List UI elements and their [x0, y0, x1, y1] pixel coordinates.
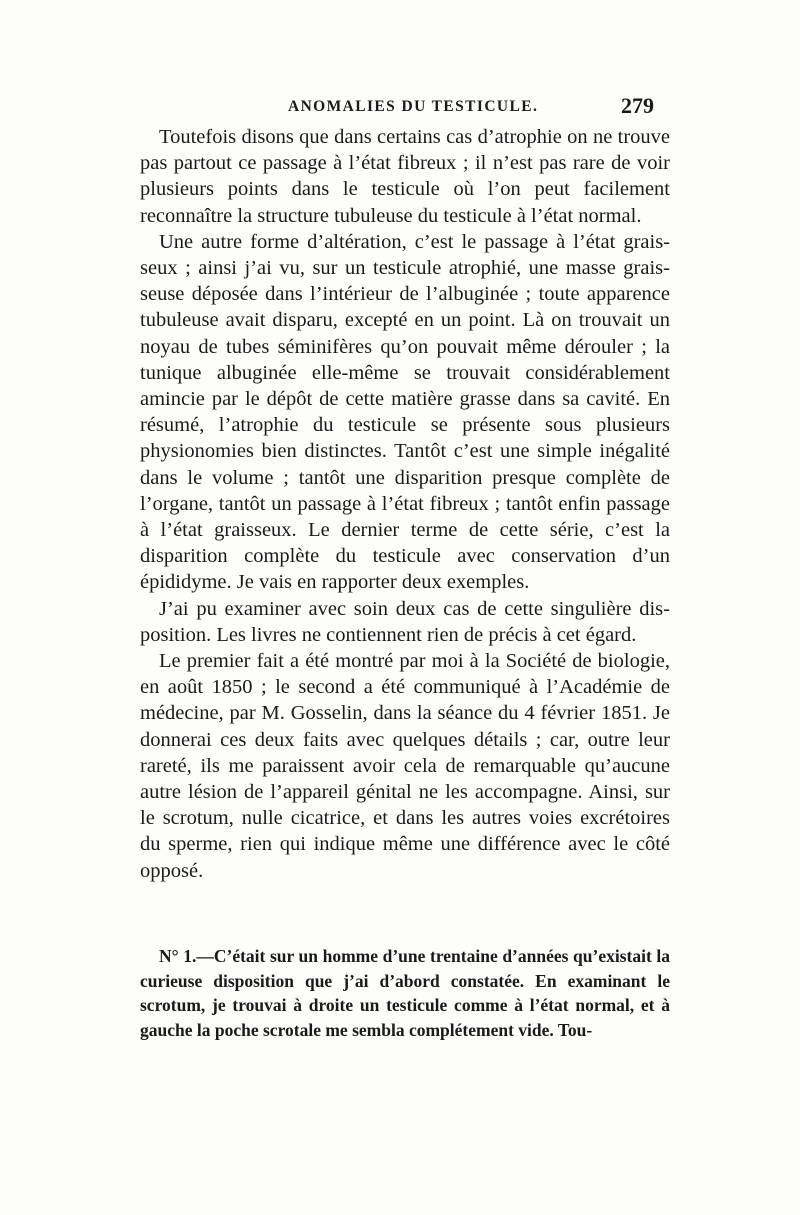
- paragraph: J’ai pu examiner avec soin deux cas de cette singulière disposition. Les livres ne contiennent rien de précis à cet égard.: [140, 597, 670, 646]
- paragraph: Le premier fait a été montré par moi à la Société de biologie, en août 1850 ; le second a été communiqué à l’Académie de médecine, par M. Gosselin, dans la séance du 4 février 1851. Je donnerai ces deux faits avec quelques détails ; car, outre leur rareté, ils me paraissent avoir cela de remarquable qu’aucune autre lésion de l’appareil génital ne les accompagne. Ainsi, sur le scrotum, nulle cicatrice, et dans les autres voies excrétoires du sperme, rien qui indique même une différence avec le côté opposé.: [140, 650, 670, 882]
- main-text: [140, 124, 670, 884]
- paragraph: Une autre forme d’altération, c’est le passage à l’état graisseux ; ainsi j’ai vu, sur un testicule atrophié, une masse graisseuse déposée dans l’intérieur de l’albuginée ; toute apparence tubuleuse avait disparu, excepté en un point. Là on trouvait un noyau de tubes séminifères qu’on pouvait même dérouler ; la tunique albuginée elle-même se trouvait considérablement amincie par le dépôt de cette matière grasse dans sa cavité. En résumé, l’atrophie du testicule se présente sous plusieurs physionomies bien distinctes. Tantôt c’est une simple inégalité dans le volume ; tantôt une disparition presque complète de l’organe, tantôt un passage à l’état fibreux ; tantôt enfin passage à l’état graisseux. Le dernier terme de cette série, c’est la disparition complète du testicule avec conservation d’un épididyme. Je vais en rapporter deux exemples.: [140, 230, 670, 594]
- case-note-text: —C’était sur un homme d’une trentaine d’années qu’existait la curieuse disposition que j’ai d’abord constatée. En examinant le scrotum, je trouvai à droite un testicule comme à l’état normal, et à gauche la poche scrotale me sembla complétement vide. Tou-: [140, 946, 670, 1040]
- paragraph: Toutefois disons que dans certains cas d’atrophie on ne trouve pas partout ce passage à l’état fibreux ; il n’est pas rare de voir plusieurs points dans le testicule où l’on peut facilement reconnaître la structure tubuleuse du testicule à l’état normal.: [140, 126, 670, 227]
- case-note: [140, 944, 670, 1042]
- case-note-paragraph: [140, 944, 670, 1042]
- page-header: [140, 93, 660, 122]
- page-number: 279: [621, 93, 654, 118]
- running-title: ANOMALIES DU TESTICULE.: [288, 98, 539, 115]
- case-note-label: N° 1.: [159, 946, 197, 966]
